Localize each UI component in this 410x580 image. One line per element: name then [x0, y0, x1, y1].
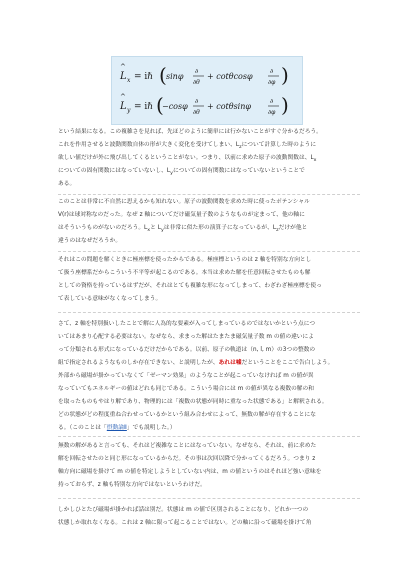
p3-line-1: それはこの問題を解くときに極座標を使ったからである。極座標というのは z 軸を特別な方向とし	[58, 257, 312, 263]
p2-line-1: このことは非常に不自然に思えるかも知れない。原子の波動関数を求めた時に使ったポテンシャル	[58, 199, 310, 205]
perturbation-link[interactable]: 摂動論Ⅱ	[106, 425, 127, 431]
p4-line-3: って分類される形式になっているだけだからである。以前、原子の軌道は（n, l, m）の3つの整数の	[58, 347, 316, 353]
p1-l2-sub: z	[239, 145, 242, 151]
p4-line-2: いてはあまり心配する必要はない。なぜなら、求まった解はたまたま磁気量子数 m の値の違いによ	[58, 334, 315, 340]
p6-line-2: 状態しか取れなくなる。これは z 軸に限って起こることではない。どの軸に沿って磁場を掛けて角	[58, 520, 312, 526]
p1-l2b-text: について計算した時のように	[241, 142, 317, 148]
p5-line-3: 軸方向に磁場を掛けて m の値を特定しようとしていない内は、m の値というのはそれほど強い意味を	[58, 469, 322, 475]
p3-line-3: としての資格を持っているはずだが、それはとても複雑な形になってしまって、わざわざ極座標を使っ	[58, 283, 322, 289]
p1-l4b-text: についての固有関数にはなっていないということで	[173, 168, 305, 174]
p1-line-4	[58, 165, 305, 178]
lx-sub: x	[127, 77, 131, 84]
p2-l3-sub3: z	[276, 228, 279, 234]
p2-l3b-text: と L	[150, 225, 161, 231]
p1-line-3	[58, 152, 317, 165]
p1-line-2	[58, 139, 316, 152]
p3-line-4: て表している意味がなくなってしまう。	[58, 296, 162, 302]
ly-frac1-num: ∂	[195, 98, 199, 105]
lx-frac2-num: ∂	[270, 68, 274, 75]
p2-l3c-text: は非常に似た形の演算子になっているが、L	[163, 225, 277, 231]
p1-l3-sub: x	[313, 158, 317, 164]
p4-l4-text: 組で指定されるようなものしか存在できない、と説明したが、	[58, 360, 219, 366]
p3-line-2: て扱う座標系だからこういう不平等が起こるのである。本当は求めた解を任意回転させたものも解	[58, 270, 311, 276]
lx-frac1-den: ∂θ	[193, 79, 200, 86]
separator-2	[58, 251, 360, 252]
ly-term2: + cotθsinφ	[207, 102, 251, 111]
ly-sub: y	[127, 107, 131, 114]
p4-line-8: どの状態がどの程度重ね合わせっているかという組み合わせによって、無数の解が存在することにな	[58, 412, 316, 418]
p4-line-1: さて、z 軸を特別扱いしたことで解に人為的な要素が入ってしまっているのではないかという点につ	[58, 321, 316, 327]
p2-l3-sub: x	[147, 228, 151, 234]
ly-symbol: L	[120, 101, 127, 112]
ly-frac2-den: ∂φ	[268, 109, 276, 116]
p2-l3-sub2: y	[160, 228, 164, 234]
ly-eq: = iℏ	[134, 102, 154, 112]
ly-paren-close: )	[281, 93, 289, 117]
separator-3	[58, 312, 360, 313]
ly-term1: −cosφ	[162, 102, 188, 111]
ly-paren-open: (	[156, 93, 164, 117]
lx-symbol: L	[120, 71, 127, 82]
lx-paren-close: )	[281, 63, 289, 87]
p1-line-1: という結果になる。この複雑さを見れば、先ほどのように簡単には行かないことがすぐ分かるだろう。	[58, 129, 322, 135]
lx-paren-open: (	[159, 63, 167, 87]
lx-eq: = iℏ	[134, 72, 154, 82]
p1-l4-text: についての固有関数にはなっていないし、L	[58, 168, 171, 174]
lx-term2: + cotθcosφ	[207, 72, 253, 81]
p4-line-5: 外部から磁場が掛かっていなくて「ゼーマン効果」のようなことが起こっていなければ m の値が異	[58, 373, 314, 379]
p5-line-1: 無数の解があると言っても、それはど複雑なことにはなっていない。なぜなら、それは、前に求めた	[58, 443, 317, 449]
separator-5	[58, 498, 360, 499]
formula-svg	[112, 57, 302, 124]
p4-l4-red-text: あれは嘘	[218, 360, 242, 366]
ly-frac2-num: ∂	[270, 98, 274, 105]
angular-momentum-formula	[111, 56, 303, 125]
lx-frac1-num: ∂	[195, 68, 199, 75]
p1-l2-text: これを作用させると波動関数自体の形が大きく変化を受けてしまい、L	[58, 142, 240, 148]
separator-4	[58, 436, 360, 437]
p4-line-9	[58, 422, 176, 435]
lx-term1: sinφ	[166, 72, 184, 81]
p1-line-5: ある。	[58, 181, 76, 187]
p4-l9b-text: 」でも説明した。）	[126, 425, 176, 431]
ly-frac1-den: ∂θ	[193, 109, 200, 116]
separator-1	[58, 194, 360, 195]
p5-line-4: 持っておらず、z 軸も特別な方向ではないというわけだ。	[58, 482, 206, 488]
p1-l4-sub: y	[170, 171, 173, 177]
p2-l3d-text: だけが他と	[278, 225, 308, 231]
p5-line-2: 解を回転させたのと同じ形になっているからだ。その事は次回以降で分かってくるだろう。つまり z	[58, 456, 316, 462]
p2-line-3	[58, 222, 307, 235]
ly-hat: ^	[120, 93, 126, 101]
p4-l4b-text: だということをここで告白しよう。	[241, 360, 334, 366]
p2-line-2: V(r)は球対称なのだった。なぜ z 軸についてだけ磁気量子数のようなものが定まって、他の軸に	[58, 212, 305, 218]
p4-l9-text: る。（このことは「	[58, 425, 107, 431]
p4-line-7: を取ったものもやはり解であり、物理的には「複数の状態が同時に重なった状態である」と解釈される。	[58, 399, 328, 405]
lx-hat: ^	[120, 63, 126, 71]
p2-line-4: 違うのはなぜだろうか。	[58, 238, 122, 244]
p6-line-1: しかしひとたび磁場が掛かれば話は別だ。状態は m の値で区別されることになり、どれか一つの	[58, 507, 309, 513]
p4-line-4	[58, 357, 333, 370]
p2-l3-text: はそういうものがないのだろう。L	[58, 225, 148, 231]
p1-l3-text: 欲しい値だけが外に飛び出してくるということがない。つまり、以前に求めた原子の波動関数は、L	[58, 155, 314, 161]
p4-line-6: なっていてもエネルギーの値はどれも同じである。こういう場合には m の値が異なる複数の解の和	[58, 386, 315, 392]
lx-frac2-den: ∂φ	[268, 79, 276, 86]
